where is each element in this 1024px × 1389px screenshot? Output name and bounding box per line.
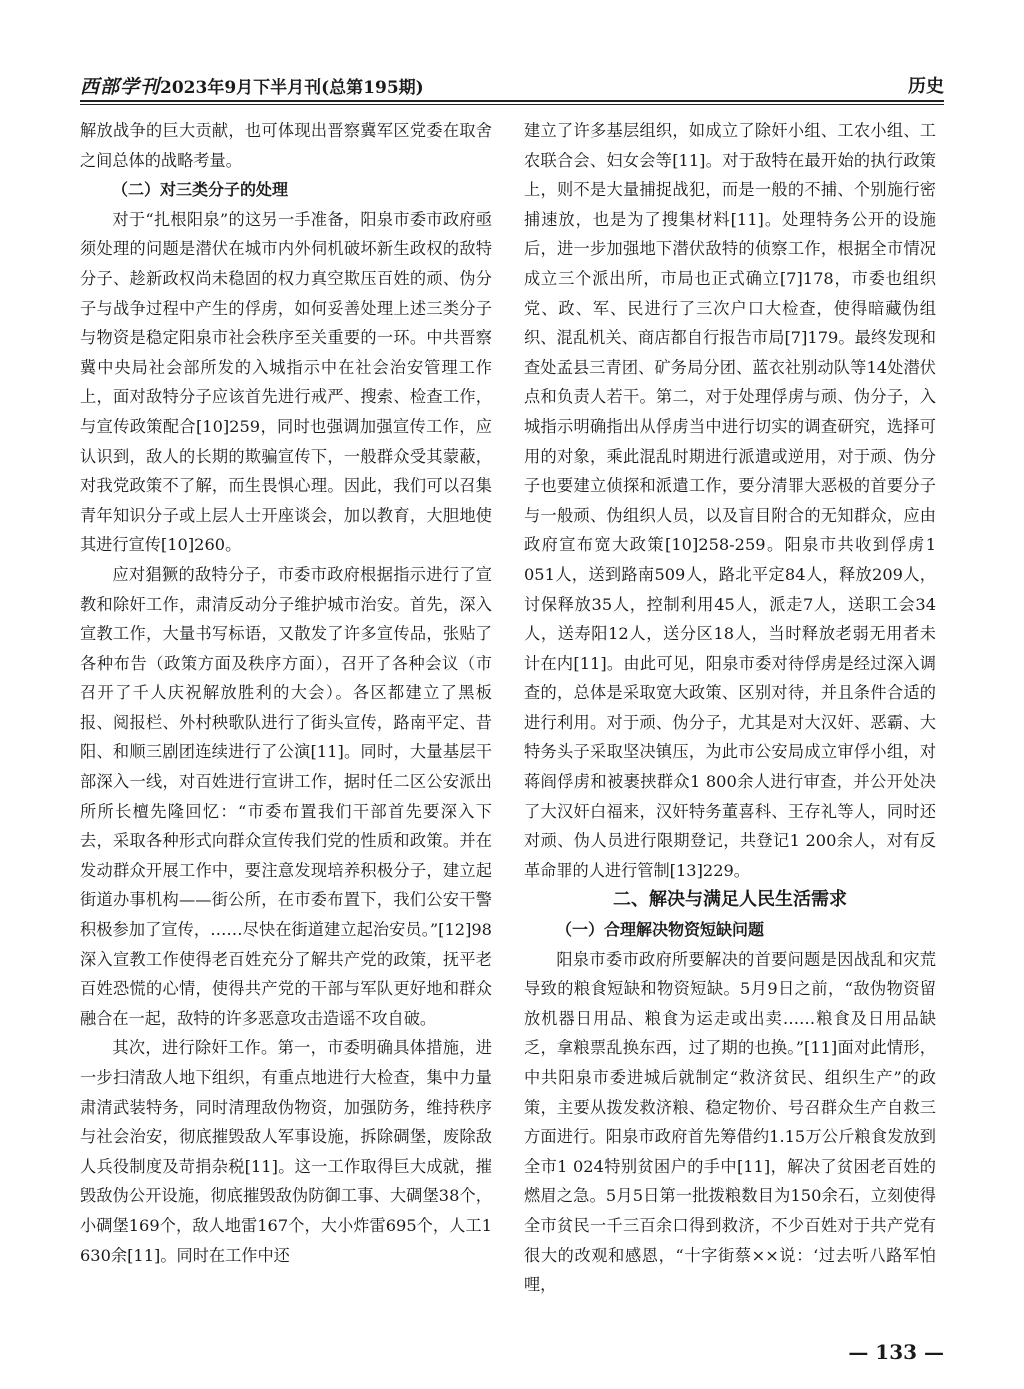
paragraph: 解放战争的巨大贡献，也可体现出晋察冀军区党委在取舍之间总体的战略考量。 — [80, 121, 492, 170]
paragraph: 其次，进行除奸工作。第一，市委明确具体措施，进一步扫清敌人地下组织，有重点地进行大检查，集中力量肃清武装特务，同时清理敌伪物资，加强防务，维持秩序与社会治安，彻底摧毁敌人军事设施，拆除碉堡，废除敌人兵役制度及苛捐杂税[11]。这一工作取得巨大成就，摧毁敌伪公开设施，彻底摧毁敌伪防御工事、大碉堡38个，小碉堡169个，敌人地雷167个，大小炸雷695个，人工1 630余[11]。同时在工作中还 — [80, 1038, 492, 1265]
subsection-heading: （二）对三类分子的处理 — [112, 180, 289, 200]
journal-logo: 西部学刊 — [80, 76, 161, 98]
issue-info: 2023年9月下半月刊(总第195期) — [160, 78, 424, 98]
header-rule — [80, 100, 944, 102]
paragraph: 应对猖獗的敌特分子，市委市政府根据指示进行了宣教和除奸工作，肃清反动分子维护城市治安。首先，深入宣教工作，大量书写标语，又散发了许多宣传品，张贴了各种布告（政策方面及秩序方面），召开了各种会议（市召开了千人庆祝解放胜利的大会）。各区都建立了黑板报、阅报栏、外村秧歌队进行了街头宣传，路南平定、昔阳、和顺三剧团连续进行了公演[11]。同时，大量基层干部深入一线，对百姓进行宣讲工作，据时任二区公安派出所所长檀先隆回忆：“市委布置我们干部首先要深入下去，采取各种形式向群众宣传我们党的性质和政策。并在发动群众开展工作中，要注意发现培养积极分子，建立起街道办事机构——街公所，在市委布置下，我们公安干警积极参加了宣传，……尽快在街道建立起治安员。”[12]98 深入宣教工作使得老百姓充分了解共产党的政策，抚平老百姓恐慌的心情，使得共产党的干部与军队更好地和群众融合在一起，敌特的许多恶意攻击造谣不攻自破。 — [80, 564, 492, 1028]
section-heading: 二、解决与满足人民生活需求 — [613, 889, 847, 911]
paragraph: 阳泉市委市政府所要解决的首要问题是因战乱和灾荒导致的粮食短缺和物资短缺。5月9日之前，“敌伪物资留放机器日用品、粮食为运走或出卖……粮食及日用品缺乏，拿粮票乱换东西，过了期的也换。”[11]面对此情形，中共阳泉市委进城后就制定“救济贫民、组织生产”的政策，主要从拨发救济粮、稳定物价、号召群众生产自救三方面进行。阳泉市政府首先筹借约1.15万公斤粮食发放到全市1 024特别贫困户的手中[11]，解决了贫困老百姓的燃眉之急。5月5日第一批拨粮数目为150余石，立刻使得全市贫民一千三百余口得到救济，不少百姓对于共产党有很大的改观和感恩，“十字街蔡××说：‘过去听八路军怕哩， — [524, 949, 936, 1295]
running-header — [80, 72, 944, 96]
right-column — [524, 116, 936, 1316]
paragraph: 对于“扎根阳泉”的这另一手准备，阳泉市委市政府亟须处理的问题是潜伏在城市内外伺机破坏新生政权的敌特分子、趁新政权尚未稳固的权力真空欺压百姓的顽、伪分子与战争过程中产生的俘虏，如何妥善处理上述三类分子与物资是稳定阳泉市社会秩序至关重要的一环。中共晋察冀中央局社会部所发的入城指示中在社会治安管理工作上，面对敌特分子应该首先进行戒严、搜索、检查工作，与宣传政策配合[10]259，同时也强调加强宣传工作，应认识到，敌人的长期的欺骗宣传下，一般群众受其蒙蔽，对我党政策不了解，而生畏惧心理。因此，我们可以召集青年知识分子或上层人士开座谈会，加以教育，大胆地使其进行宣传[10]260。 — [80, 209, 492, 555]
header-rule-thin — [80, 104, 944, 105]
page-number: — 133 — — [848, 1340, 944, 1364]
subsection-heading: （一）合理解决物资短缺问题 — [556, 920, 765, 940]
paragraph: 建立了许多基层组织，如成立了除奸小组、工农小组、工农联合会、妇女会等[11]。对于敌特在最开始的执行政策上，则不是大量捕捉战犯，而是一般的不捕、个别施行密捕速放，也是为了搜集材料[11]。处理特务公开的设施后，进一步加强地下潜伏敌特的侦察工作，根据全市情况成立三个派出所，市局也正式确立[7]178，市委也组织党、政、军、民进行了三次户口大检查，使得暗藏伪组织、混乱机关、商店都自行报告市局[7]179。最终发现和查处孟县三青团、矿务局分团、蓝衣社别动队等14处潜伏点和负责人若干。第二，对于处理俘虏与顽、伪分子，入城指示明确指出从俘虏当中进行切实的调查研究，选择可用的对象，乘此混乱时期进行派遣或逆用，对于顽、伪分子也要建立侦探和派遣工作，要分清罪大恶极的首要分子与一般顽、伪组织人员，以及盲目附合的无知群众，应由政府宣布宽大政策[10]258-259。阳泉市共收到俘虏1 051人，送到路南509人，路北平定84人，释放209人，讨保释放35人，控制利用45人，派走7人，送职工会34人，送寿阳12人，送分区18人，当时释放老弱无用者未计在内[11]。由此可见，阳泉市委对待俘虏是经过深入调查的，总体是采取宽大政策、区别对待，并且条件合适的进行利用。对于顽、伪分子，尤其是对大汉奸、恶霸、大特务头子采取坚决镇压，为此市公安局成立审俘小组，对蒋阎俘虏和被裹挟群众1 800余人进行审查，并公开处决了大汉奸白福来，汉奸特务董喜科、王存礼等人，同时还对顽、伪人员进行限期登记，共登记1 200余人，对有反革命罪的人进行管制[13]229。 — [524, 121, 936, 880]
section-name: 历史 — [908, 76, 944, 97]
left-column — [80, 116, 492, 1316]
